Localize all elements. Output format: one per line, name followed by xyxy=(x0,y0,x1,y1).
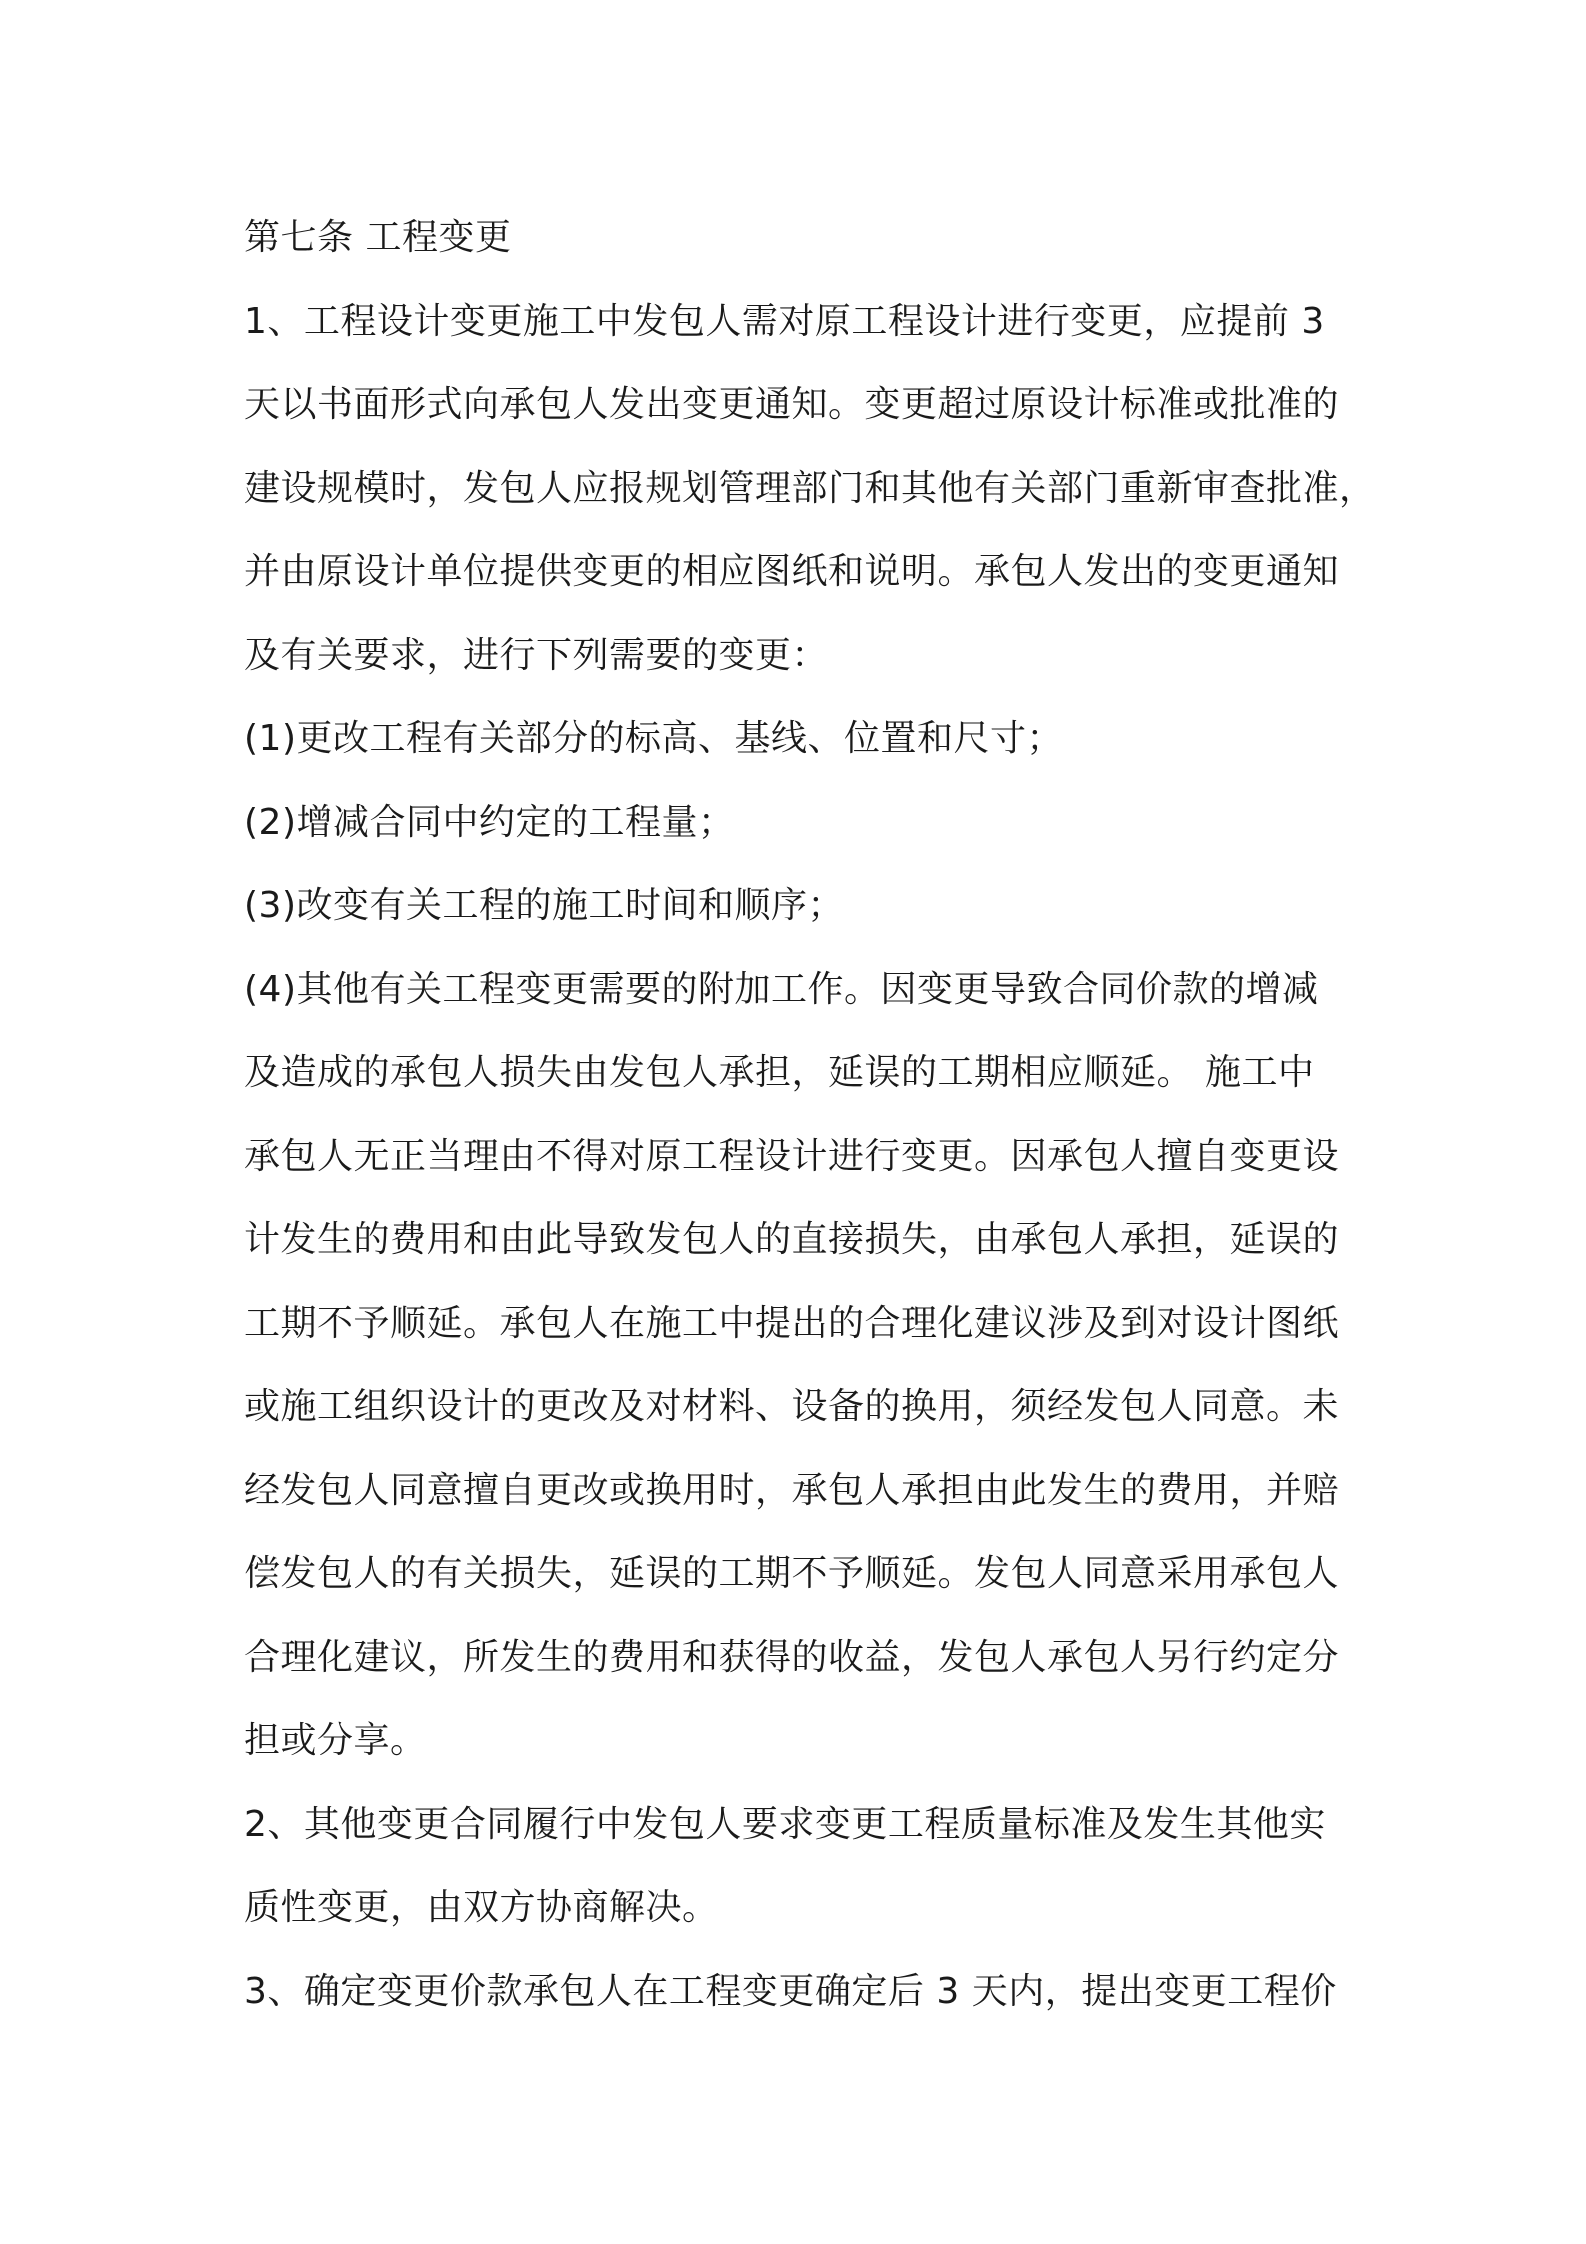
list-item: (4)其他有关工程变更需要的附加工作。因变更导致合同价款的增减 xyxy=(244,968,1319,1010)
list-item: (2)增减合同中约定的工程量； xyxy=(244,801,735,843)
text-line: 建设规模时，发包人应报规划管理部门和其他有关部门重新审查批准， xyxy=(244,467,1376,509)
text-line: 1、工程设计变更施工中发包人需对原工程设计进行变更，应提前 3 xyxy=(244,300,1325,342)
text-line: 担或分享。 xyxy=(244,1720,427,1761)
text-line: 3、确定变更价款承包人在工程变更确定后 3 天内，提出变更工程价 xyxy=(244,1970,1337,2012)
section-heading: 第七条 工程变更 xyxy=(244,217,512,258)
list-item: (3)改变有关工程的施工时间和顺序； xyxy=(244,885,844,926)
text-line: 及有关要求，进行下列需要的变更： xyxy=(244,634,829,676)
list-item: (1)更改工程有关部分的标高、基线、位置和尺寸； xyxy=(244,718,1063,759)
text-line: 及造成的承包人损失由发包人承担，延误的工期相应顺延。 施工中 xyxy=(244,1052,1315,1093)
text-line: 承包人无正当理由不得对原工程设计进行变更。因承包人擅自变更设 xyxy=(244,1135,1340,1177)
text-line: 合理化建议，所发生的费用和获得的收益，发包人承包人另行约定分 xyxy=(244,1636,1340,1678)
text-line: 经发包人同意擅自更改或换用时，承包人承担由此发生的费用，并赔 xyxy=(244,1469,1340,1511)
text-line: 天以书面形式向承包人发出变更通知。变更超过原设计标准或批准的 xyxy=(244,384,1340,425)
text-line: 质性变更，由双方协商解决。 xyxy=(244,1887,719,1928)
text-line: 或施工组织设计的更改及对材料、设备的换用，须经发包人同意。未 xyxy=(244,1386,1340,1427)
text-line: 计发生的费用和由此导致发包人的直接损失，由承包人承担，延误的 xyxy=(244,1219,1340,1260)
text-line: 并由原设计单位提供变更的相应图纸和说明。承包人发出的变更通知 xyxy=(244,551,1340,592)
text-line: 工期不予顺延。承包人在施工中提出的合理化建议涉及到对设计图纸 xyxy=(244,1302,1340,1344)
document-body xyxy=(244,196,1376,2033)
text-line: 2、其他变更合同履行中发包人要求变更工程质量标准及发生其他实 xyxy=(244,1803,1326,1845)
text-line: 偿发包人的有关损失，延误的工期不予顺延。发包人同意采用承包人 xyxy=(244,1553,1340,1594)
